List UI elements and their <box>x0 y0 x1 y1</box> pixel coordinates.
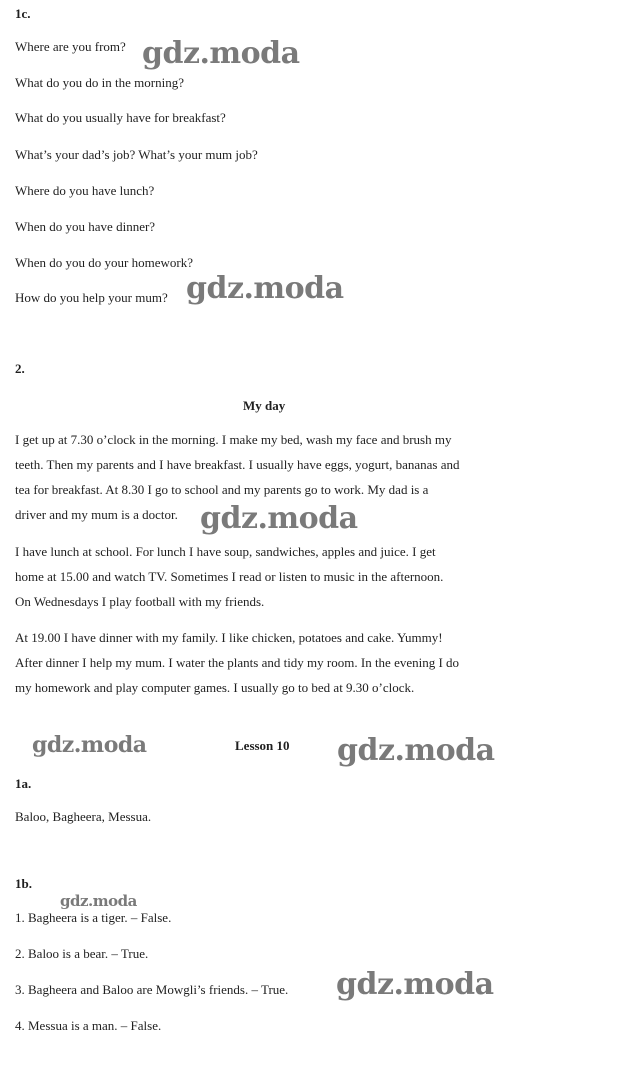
essay-line: tea for breakfast. At 8.30 I go to school and my parents go to work. My dad is a <box>15 482 429 497</box>
essay-line: home at 15.00 and watch TV. Sometimes I read or listen to music in the afternoon. <box>15 569 444 584</box>
watermark: gdz.moda <box>200 501 358 536</box>
essay-line: I have lunch at school. For lunch I have soup, sandwiches, apples and juice. I get <box>15 544 436 559</box>
essay-line: driver and my mum is a doctor. <box>15 507 178 522</box>
section-2-heading: 2. <box>15 361 25 376</box>
question-6: When do you have dinner? <box>15 219 156 234</box>
essay-paragraph-2 <box>15 539 605 614</box>
true-false-item-2: 2. Baloo is a bear. – True. <box>15 946 149 961</box>
section-1c-heading: 1c. <box>15 6 31 21</box>
lesson-title: Lesson 10 <box>235 738 290 753</box>
watermark: gdz.moda <box>142 36 300 71</box>
watermark: gdz.moda <box>336 967 494 1002</box>
section-1a-heading: 1a. <box>15 776 32 791</box>
watermark: gdz.moda <box>32 732 147 758</box>
question-5: Where do you have lunch? <box>15 183 155 198</box>
question-4: What’s your dad’s job? What’s your mum job? <box>15 147 258 162</box>
true-false-item-3: 3. Bagheera and Baloo are Mowgli’s friends. – True. <box>15 982 289 997</box>
section-1a-answer: Baloo, Bagheera, Messua. <box>15 809 152 824</box>
essay-line: my homework and play computer games. I usually go to bed at 9.30 o’clock. <box>15 680 415 695</box>
watermark: gdz.moda <box>337 733 495 768</box>
essay-line: At 19.00 I have dinner with my family. I like chicken, potatoes and cake. Yummy! <box>15 630 443 645</box>
essay-line: On Wednesdays I play football with my friends. <box>15 594 265 609</box>
true-false-item-1: 1. Bagheera is a tiger. – False. <box>15 910 172 925</box>
essay-paragraph-3 <box>15 625 605 700</box>
section-1b-heading: 1b. <box>15 876 32 891</box>
essay-title: My day <box>243 398 286 413</box>
true-false-item-4: 4. Messua is a man. – False. <box>15 1018 162 1033</box>
question-2: What do you do in the morning? <box>15 75 184 90</box>
question-3: What do you usually have for breakfast? <box>15 110 226 125</box>
question-8: How do you help your mum? <box>15 290 168 305</box>
watermark: gdz.moda <box>186 271 344 306</box>
watermark: gdz.moda <box>60 892 137 910</box>
essay-line: I get up at 7.30 o’clock in the morning. I make my bed, wash my face and brush my <box>15 432 452 447</box>
question-1: Where are you from? <box>15 39 126 54</box>
question-7: When do you do your homework? <box>15 255 193 270</box>
essay-line: After dinner I help my mum. I water the plants and tidy my room. In the evening I do <box>15 655 460 670</box>
essay-line: teeth. Then my parents and I have breakfast. I usually have eggs, yogurt, bananas and <box>15 457 460 472</box>
